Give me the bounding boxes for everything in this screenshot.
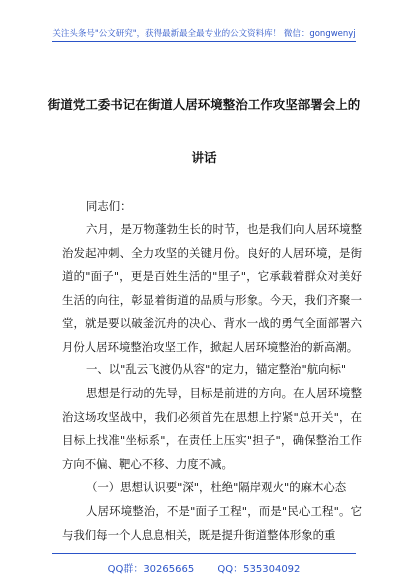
salutation: 同志们： — [86, 199, 132, 213]
paragraph: 思想是行动的先导，目标是前进的方向。在人居环境整治这场攻坚战中，我们必须首先在思想上拧紧"总开关"，在目标上找准"坐标系"，在责任上压实"担子"，确保整治工作方向不偏、靶心不移、力度不减。 — [62, 386, 362, 471]
subsection-heading: （一）思想认识要"深"，杜绝"隔岸观火"的麻木心态 — [86, 480, 347, 494]
paragraph: 六月，是万物蓬勃生长的时节，也是我们向人居环境整治发起冲刺、全力攻坚的关键月份。良好的人居环境，是街道的"面子"，更是百姓生活的"里子"，它承载着群众对美好生活的向往，彰显着街道的品质与形象。今天，我们齐聚一堂，就是要以破釜沉舟的决心、背水一战的勇气全面部署六月份人居环境整治攻坚工作，掀起人居环境整治的新高潮。 — [62, 222, 362, 354]
footer-divider — [52, 553, 356, 554]
footer — [0, 560, 408, 575]
document-title: 街道党工委书记在街道人居环境整治工作攻坚部署会上的 — [47, 97, 361, 112]
section-heading: 一、以"乱云飞渡仍从容"的定力，锚定整治"航向标" — [86, 362, 347, 376]
header-note: 关注头条号"公文研究"，获得最新最全最专业的公文资料库！ 微信：gongwenyj — [52, 29, 356, 39]
document-title-continued: 讲话 — [191, 150, 217, 165]
paragraph: 人居环境整治，不是"面子工程"，而是"民心工程"。它与我们每一个人息息相关，既是提升街道整体形象的重 — [62, 504, 362, 542]
footer-qq-group: QQ群：30265665 — [107, 564, 195, 575]
footer-qq: QQ：535304092 — [217, 564, 301, 575]
header-divider — [52, 41, 356, 42]
